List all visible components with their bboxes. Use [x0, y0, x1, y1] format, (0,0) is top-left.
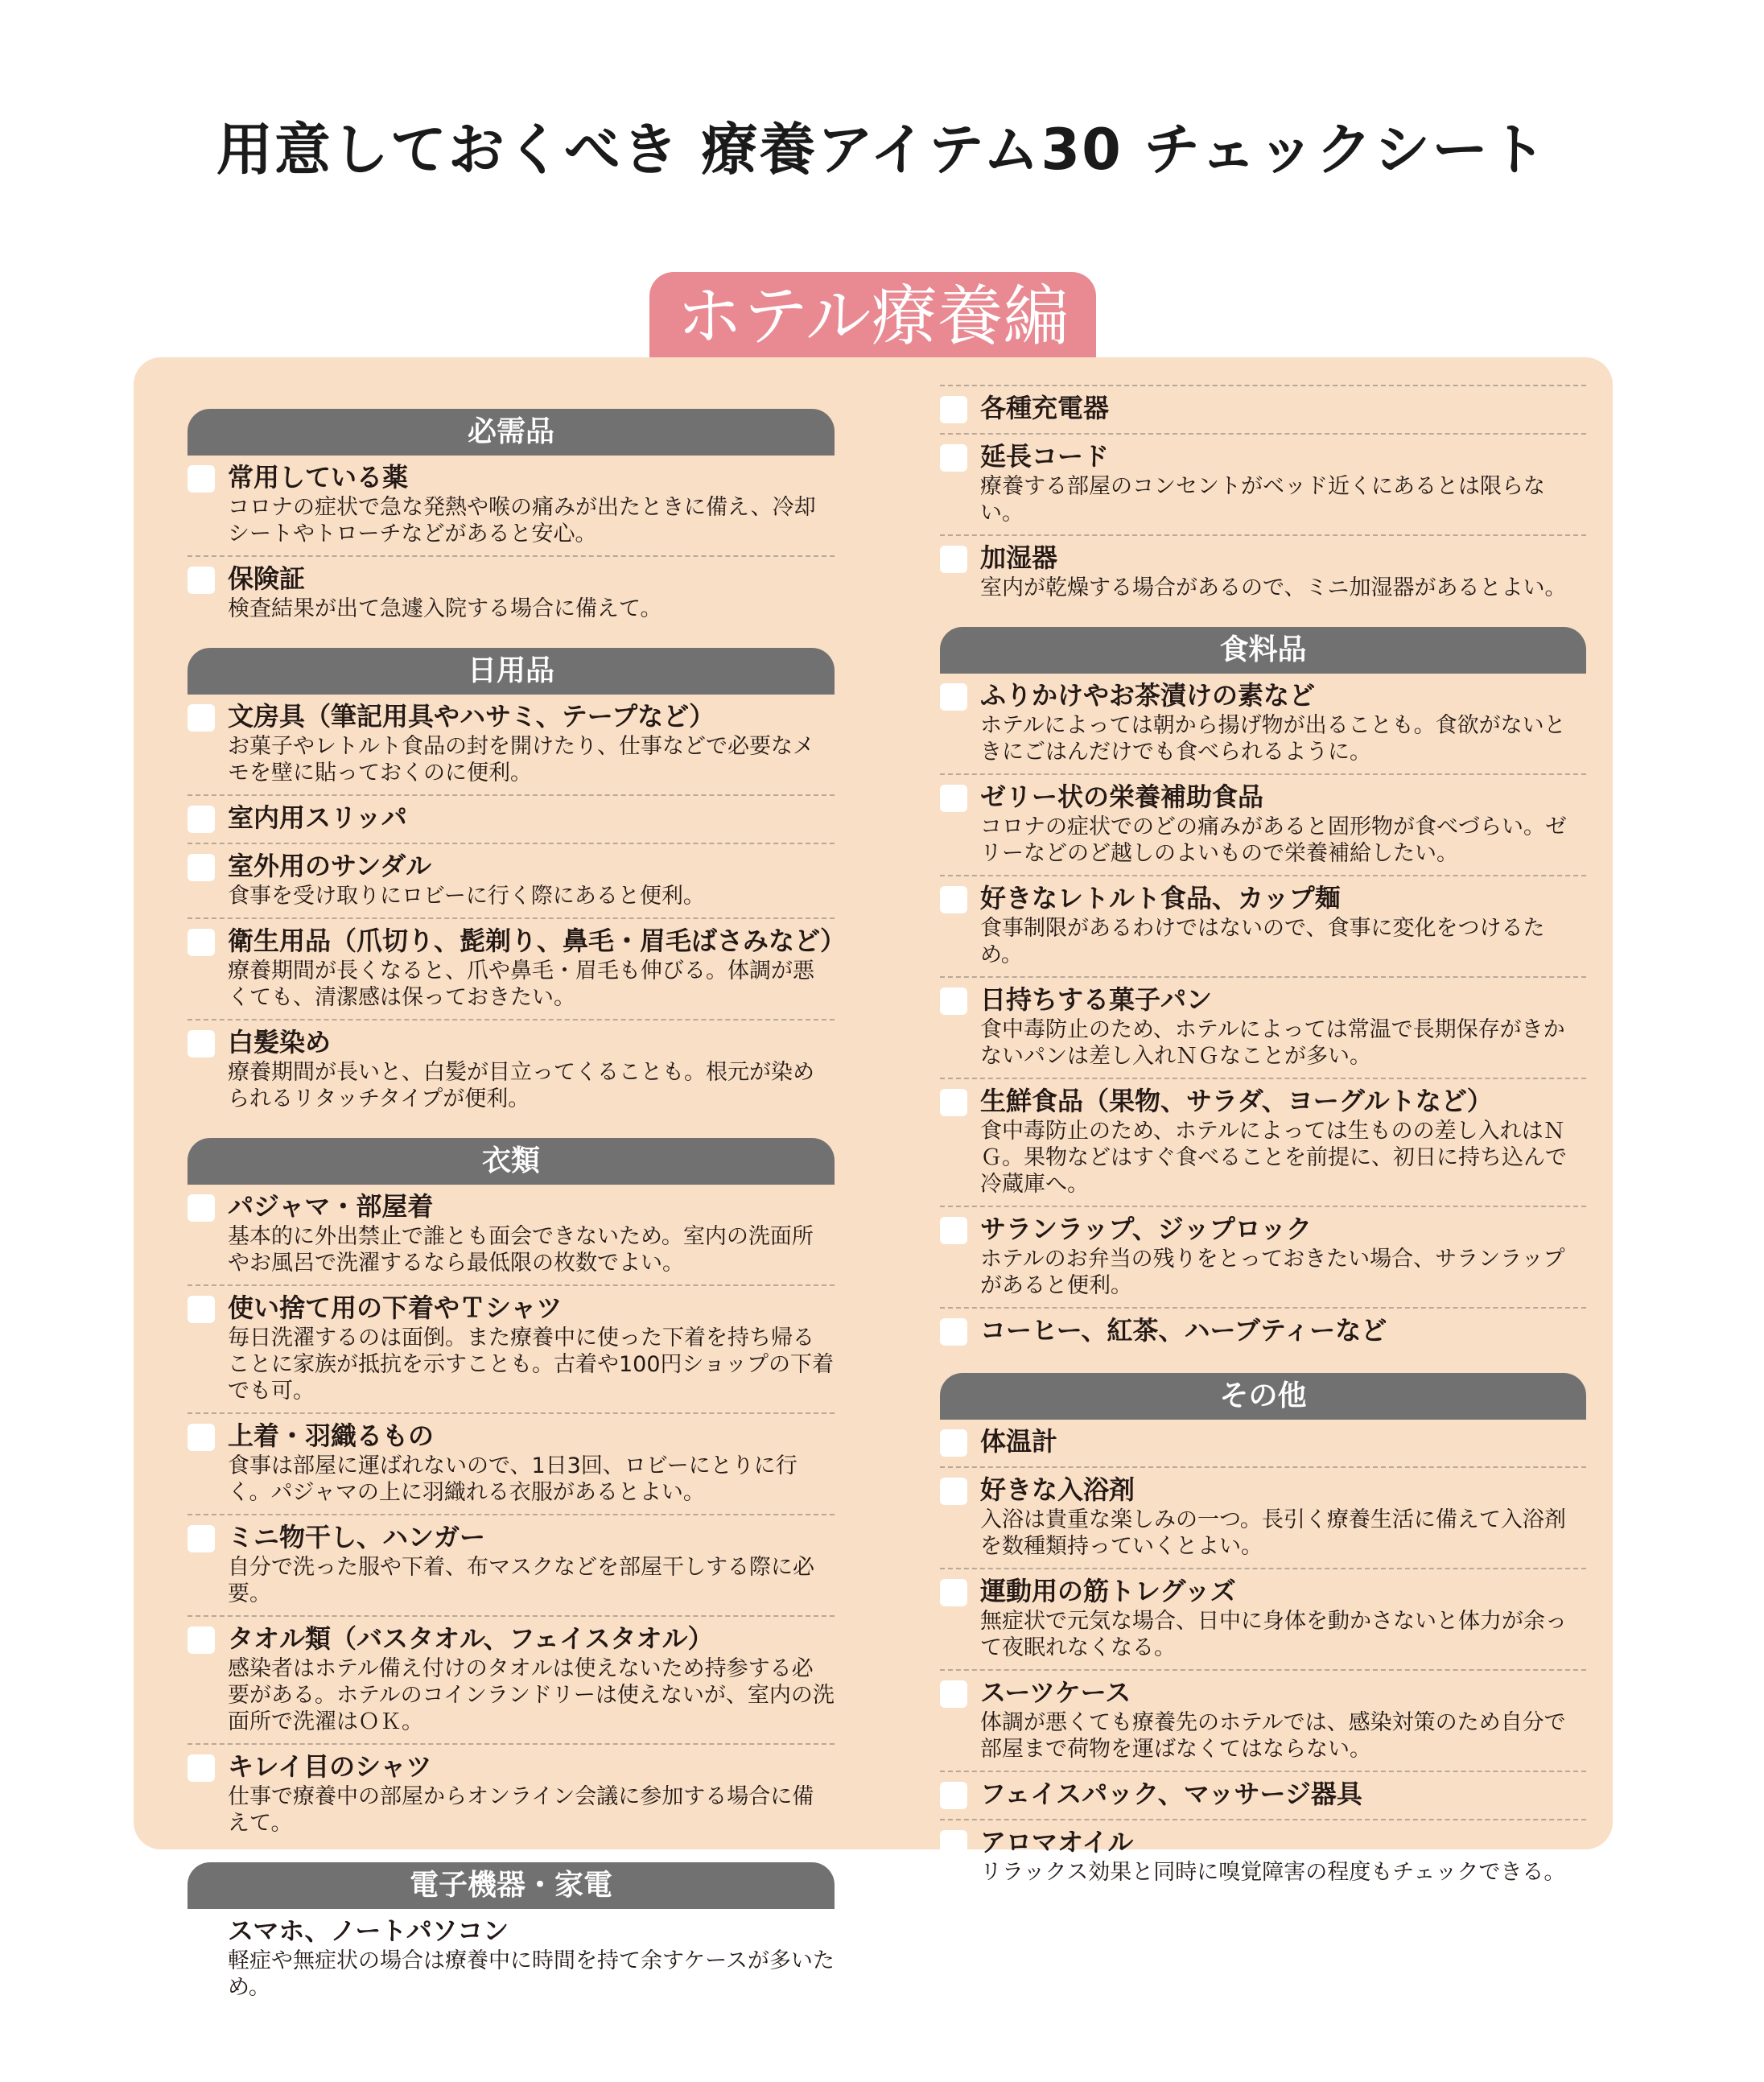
- item-description: 感染者はホテル備え付けのタオルは使えないため持参する必要がある。ホテルのコインランドリーは使えないが、室内の洗面所で洗濯はＯＫ。: [228, 1656, 835, 1734]
- item-title: 常用している薬: [228, 462, 409, 493]
- checkbox[interactable]: [188, 567, 215, 594]
- item-title: スーツケース: [980, 1677, 1131, 1708]
- checklist-item: [940, 1468, 1586, 1569]
- checklist-item: [940, 775, 1586, 876]
- checkbox[interactable]: [188, 1030, 215, 1057]
- checkbox[interactable]: [940, 1579, 967, 1606]
- section: [188, 409, 835, 630]
- item-title: ゼリー状の栄養補助食品: [980, 781, 1264, 812]
- item-title: コーヒー、紅茶、ハーブティーなど: [980, 1315, 1387, 1346]
- section: [188, 648, 847, 1120]
- item-description: 食事は部屋に運ばれないので、1日3回、ロビーにとりに行く。パジャマの上に羽織れる衣服があるとよい。: [228, 1453, 798, 1505]
- item-description: 無症状で元気な場合、日中に身体を動かさないと体力が余って夜眠れなくなる。: [980, 1609, 1567, 1660]
- spacer: [940, 1355, 1586, 1373]
- checklist-item: [188, 1414, 835, 1515]
- item-description: コロナの症状で急な発熱や喉の痛みが出たときに備え、冷却シートやトローチなどがあると安心。: [228, 495, 816, 546]
- checkbox[interactable]: [188, 1525, 215, 1552]
- item-title: アロマオイル: [980, 1827, 1134, 1857]
- item-title: 日持ちする菓子パン: [980, 984, 1213, 1015]
- spacer: [188, 1845, 835, 1862]
- item-description: 療養期間が長いと、白髪が目立ってくることも。根元が染められるリタッチタイプが便利。: [228, 1060, 814, 1111]
- item-description: 食中毒防止のため、ホテルによっては常温で長期保存がきかないパンは差し入れＮＧなことが多い。: [980, 1017, 1565, 1069]
- item-description: 毎日洗濯するのは面倒。また療養中に使った下着を持ち帰ることに家族が抵抗を示すことも。古着や100円ショップの下着でも可。: [228, 1325, 834, 1404]
- checkbox[interactable]: [940, 1089, 967, 1116]
- checklist-item: [188, 919, 847, 1020]
- checkbox[interactable]: [940, 886, 967, 913]
- item-title: 生鮮食品（果物、サラダ、ヨーグルトなど）: [980, 1086, 1493, 1116]
- spacer: [940, 1894, 1586, 1911]
- checklist-item: [940, 385, 1586, 435]
- item-title: ふりかけやお茶漬けの素など: [980, 680, 1316, 711]
- checklist-item: [940, 978, 1586, 1079]
- checkbox[interactable]: [940, 1782, 967, 1809]
- item-description: ホテルのお弁当の残りをとっておきたい場合、サランラップがあると便利。: [980, 1247, 1565, 1298]
- checkbox[interactable]: [188, 465, 215, 493]
- item-description: 自分で洗った服や下着、布マスクなどを部屋干しする際に必要。: [228, 1555, 814, 1606]
- item-title: 好きなレトルト食品、カップ麺: [980, 883, 1341, 913]
- item-description: お菓子やレトルト食品の封を開けたり、仕事などで必要なメモを壁に貼っておくのに便利。: [228, 734, 814, 785]
- section-header: 日用品: [188, 648, 835, 695]
- item-description: 療養期間が長くなると、爪や鼻毛・眉毛も伸びる。体調が悪くても、清潔感は保っておきたい。: [228, 959, 814, 1010]
- item-title: タオル類（バスタオル、フェイスタオル）: [228, 1623, 714, 1654]
- section-header: 電子機器・家電: [188, 1862, 835, 1909]
- item-title: 加湿器: [980, 542, 1058, 573]
- item-description: 体調が悪くても療養先のホテルでは、感染対策のため自分で部屋まで荷物を運ばなくてはならない。: [980, 1710, 1566, 1762]
- checklist-item: [940, 1420, 1586, 1468]
- checklist-item: [940, 435, 1586, 536]
- item-description: 食中毒防止のため、ホテルによっては生ものの差し入れはＮＧ。果物などはすぐ食べることを前提に、初日に持ち込んで冷蔵庫へ。: [980, 1119, 1567, 1197]
- checklist-item: [188, 796, 835, 844]
- spacer: [188, 630, 835, 648]
- section-header: 衣類: [188, 1138, 835, 1185]
- item-description: 室内が乾燥する場合があるので、ミニ加湿器があるとよい。: [980, 575, 1567, 600]
- checklist-item: [188, 1020, 835, 1120]
- checkbox[interactable]: [940, 1478, 967, 1505]
- item-title: 延長コード: [980, 441, 1110, 472]
- checklist-item: [940, 1309, 1586, 1355]
- checkbox[interactable]: [188, 1626, 215, 1654]
- checklist-item: [940, 1772, 1586, 1820]
- checklist-item: [940, 1569, 1586, 1671]
- item-title: 好きな入浴剤: [980, 1474, 1135, 1505]
- checklist-item: [940, 1079, 1586, 1207]
- item-title: パジャマ・部屋着: [228, 1191, 434, 1222]
- checklist-item: [188, 695, 835, 796]
- item-title: 使い捨て用の下着やＴシャツ: [228, 1292, 563, 1323]
- checkbox[interactable]: [940, 1429, 967, 1457]
- checkbox[interactable]: [940, 546, 967, 573]
- item-title: 衛生用品（爪切り、髭剃り、鼻毛・眉毛ばさみなど）: [228, 926, 847, 956]
- item-title: スマホ、ノートパソコン: [228, 1915, 509, 1946]
- item-description: 軽症や無症状の場合は療養中に時間を持て余すケースが多いため。: [228, 1948, 835, 2000]
- item-description: 食事制限があるわけではないので、食事に変化をつけるため。: [980, 916, 1545, 967]
- checkbox[interactable]: [940, 785, 967, 812]
- checkbox[interactable]: [188, 929, 215, 956]
- item-title: 室内用スリッパ: [228, 802, 407, 833]
- checkbox[interactable]: [940, 1318, 967, 1346]
- section: [188, 1862, 835, 2009]
- checkbox[interactable]: [188, 1296, 215, 1323]
- checklist-item: [940, 1671, 1586, 1772]
- checkbox[interactable]: [940, 396, 967, 423]
- checkbox[interactable]: [940, 1830, 967, 1857]
- checklist-item: [188, 1286, 835, 1414]
- checklist-item: [188, 1185, 835, 1286]
- item-description: 入浴は貴重な楽しみの一つ。長引く療養生活に備えて入浴剤を数種類持っていくとよい。: [980, 1507, 1566, 1559]
- checklist-item: [940, 876, 1586, 978]
- checklist-item: [188, 1745, 835, 1845]
- item-title: 室外用のサンダル: [228, 851, 432, 881]
- left-column: [188, 409, 847, 2026]
- item-title: 白髪染め: [228, 1027, 332, 1057]
- checklist-item: [188, 1515, 835, 1617]
- item-title: 各種充電器: [980, 393, 1110, 423]
- checklist-item: [940, 1820, 1586, 1894]
- continued-items: [940, 385, 1586, 609]
- item-description: コロナの症状でのどの痛みがあると固形物が食べづらい。ゼリーなどのど越しのよいもので栄養補給したい。: [980, 814, 1567, 866]
- checkbox[interactable]: [940, 1680, 967, 1708]
- section: [940, 1373, 1586, 1894]
- page-title: 用意しておくべき 療養アイテム30 チェックシート: [216, 117, 1548, 183]
- checklist-item: [188, 1909, 835, 2009]
- item-title: 上着・羽織るもの: [228, 1420, 435, 1451]
- checklist-item: [940, 674, 1586, 775]
- checklist-item: [188, 557, 835, 630]
- section: [940, 627, 1586, 1355]
- item-description: リラックス効果と同時に嗅覚障害の程度もチェックできる。: [980, 1860, 1566, 1885]
- spacer: [940, 609, 1586, 627]
- item-description: 仕事で療養中の部屋からオンライン会議に参加する場合に備えて。: [228, 1784, 814, 1836]
- item-title: 運動用の筋トレグッズ: [980, 1576, 1236, 1606]
- item-title: サランラップ、ジップロック: [980, 1214, 1313, 1244]
- checkbox[interactable]: [188, 1754, 215, 1782]
- checklist-item: [188, 1617, 835, 1745]
- item-description: ホテルによっては朝から揚げ物が出ることも。食欲がないときにごはんだけでも食べられるように。: [980, 713, 1566, 765]
- checklist-item: [940, 1207, 1586, 1309]
- item-title: 保険証: [228, 563, 306, 594]
- item-title: ミニ物干し、ハンガー: [228, 1522, 486, 1552]
- checkbox[interactable]: [940, 683, 967, 711]
- item-title: フェイスパック、マッサージ器具: [980, 1779, 1362, 1809]
- checkbox[interactable]: [188, 806, 215, 833]
- section-header: その他: [940, 1373, 1586, 1420]
- right-column: [940, 385, 1586, 1911]
- section: [188, 1138, 835, 1845]
- checkbox[interactable]: [188, 854, 215, 881]
- section-header: 食料品: [940, 627, 1586, 674]
- checkbox[interactable]: [188, 1424, 215, 1451]
- item-description: 基本的に外出禁止で誰とも面会できないため。室内の洗面所やお風呂で洗濯するなら最低限の枚数でよい。: [228, 1224, 814, 1276]
- checklist-item: [188, 844, 835, 919]
- checklist-item: [940, 536, 1586, 609]
- item-description: 食事を受け取りにロビーに行く際にあると便利。: [228, 884, 705, 909]
- spacer: [188, 1120, 835, 1138]
- checklist-item: [188, 456, 835, 557]
- checkbox[interactable]: [188, 1919, 215, 1946]
- item-description: 検査結果が出て急遽入院する場合に備えて。: [228, 596, 662, 621]
- section-header: 必需品: [188, 409, 835, 456]
- item-title: 文房具（筆記用具やハサミ、テープなど）: [228, 701, 715, 732]
- item-title: 体温計: [980, 1426, 1058, 1457]
- checkbox[interactable]: [940, 987, 967, 1015]
- checkbox[interactable]: [940, 444, 967, 472]
- tab-hotel-recovery: ホテル療養編: [649, 272, 1096, 362]
- checkbox[interactable]: [188, 1194, 215, 1222]
- spacer: [188, 2009, 835, 2026]
- checkbox[interactable]: [188, 704, 215, 732]
- item-description: 療養する部屋のコンセントがベッド近くにあるとは限らない。: [980, 474, 1545, 526]
- item-title: キレイ目のシャツ: [228, 1751, 432, 1782]
- checkbox[interactable]: [940, 1217, 967, 1244]
